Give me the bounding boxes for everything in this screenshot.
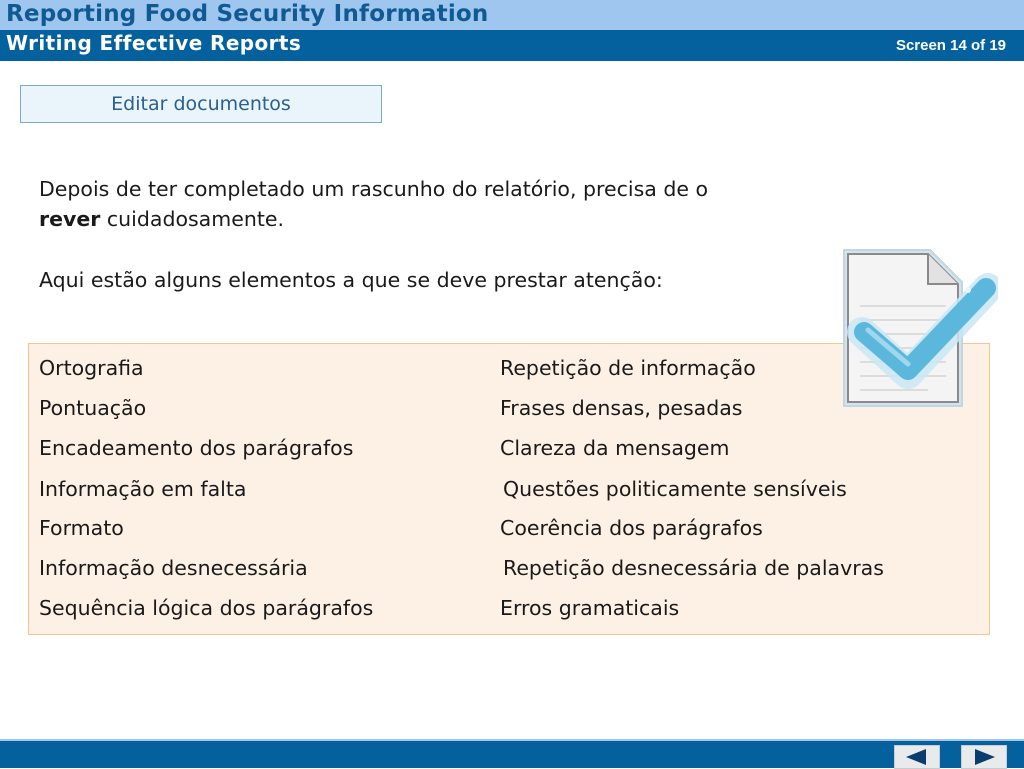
section-title: Editar documentos — [20, 85, 382, 123]
checklist-item-left: Sequência lógica dos parágrafos — [39, 596, 374, 620]
checklist-item-right: Frases densas, pesadas — [500, 396, 743, 420]
checklist-item-right: Coerência dos parágrafos — [500, 516, 763, 540]
checklist-item-left: Pontuação — [39, 396, 147, 420]
intro-line-1: Depois de ter completado um rascunho do relatório, precisa de o — [39, 177, 709, 201]
intro-text — [39, 174, 919, 295]
checkmark-sparkle — [965, 287, 971, 293]
document-checkmark-icon — [838, 246, 998, 410]
checklist-item-left: Encadeamento dos parágrafos — [39, 436, 354, 460]
checklist-item-right: Erros gramaticais — [500, 596, 680, 620]
checklist-item-left: Formato — [39, 516, 124, 540]
checklist-item-left: Informação em falta — [39, 477, 247, 501]
course-title: Reporting Food Security Information — [6, 1, 489, 27]
checklist-item-right: Questões politicamente sensíveis — [503, 477, 847, 501]
checklist-item-right: Clareza da mensagem — [500, 436, 730, 460]
intro-emphasis: rever — [39, 207, 101, 231]
checklist-item-right: Repetição desnecessária de palavras — [503, 556, 884, 580]
intro-paragraph-1 — [39, 174, 919, 234]
screen-counter: Screen 14 of 19 — [895, 37, 1006, 54]
module-title: Writing Effective Reports — [6, 31, 302, 55]
checklist-item-left: Ortografia — [39, 356, 144, 380]
back-button[interactable] — [894, 745, 940, 769]
arrow-right-icon — [969, 748, 999, 766]
intro-paragraph-2: Aqui estão alguns elementos a que se deve prestar atenção: — [39, 268, 663, 292]
checklist-item-left: Informação desnecessária — [39, 556, 308, 580]
footer-bar — [0, 741, 1024, 768]
intro-line-2: cuidadosamente. — [100, 207, 284, 231]
document-fold — [928, 254, 958, 284]
arrow-left-icon — [902, 748, 932, 766]
next-button[interactable] — [961, 745, 1007, 769]
checklist-item-right: Repetição de informação — [500, 356, 756, 380]
